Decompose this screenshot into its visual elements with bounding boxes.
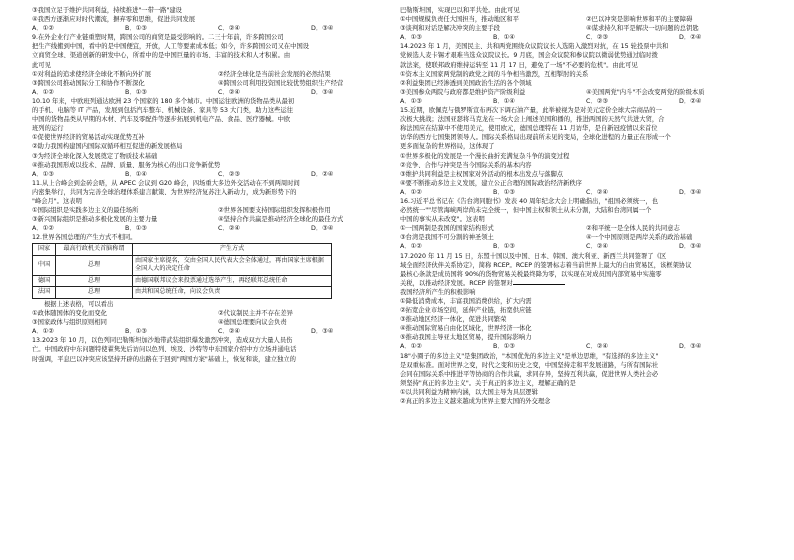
option-c: C．②③	[586, 34, 608, 42]
q12-choice-1: ①政体随国体的变化而变化	[32, 310, 107, 318]
q10-choice-3: ③为经济全球化深入发展奠定了物质技术基础	[32, 152, 158, 160]
q17-stem: 域全面经济伙伴关系协定》，简称 RCEP。RCEP 的签署标志着当前世界上最大的自由贸易区，该框架协议	[400, 261, 692, 269]
option-d: D．③④	[679, 343, 702, 351]
q17-choice-5: ⑤推动我国主导亚太地区贸易，提升国际影响力	[400, 334, 532, 342]
q17-stem: 最核心条款是成员国将 90%的货物贸易关税最终降为零，以实现在对成员国内部贸易中实施零	[400, 270, 662, 278]
q18-stem: 会同在国际关系中推进平等协商的合作共赢，求同存异，坚持互利共赢，促进世界人类社会必	[400, 370, 659, 378]
q12-stem: 12.世界各国总理的产生方式不相同。	[32, 234, 137, 242]
q9-choices	[32, 70, 404, 79]
q9-stem: 把生产线搬到中国，看中的是中国便宜，开放，人工等要素成本低；如今，许多跨国公司又在中国设	[32, 43, 310, 51]
q18-stem: 18"小圈子的多边主义"是集团政治，"本国优先的多边主义"是单边思维，"有选择的多边主义"	[400, 352, 659, 360]
option-d: D．③④	[311, 328, 334, 336]
column-header-country: 国家	[33, 244, 56, 256]
option-a: A．①②	[400, 243, 422, 251]
q13-choices	[400, 24, 772, 33]
q16-stem: 中国的事实从未改变"。这表明	[400, 216, 485, 224]
q18-stem: 是双重标准。面对世界之变，时代之变和历史之变，中国坚持走和平发展道路，与所有国际社	[400, 361, 659, 369]
q13-choice-4: ④谋求持久和平是解决一切问题的总钥匙	[586, 25, 699, 33]
q12-prompt: 根据上述表格，可以看出	[44, 300, 114, 308]
column-header-method: 产生方式	[133, 244, 332, 256]
question-15	[400, 106, 772, 197]
q13-stem: 亡。中国政府中东问题特使翟隽先后访问以色列、埃及、沙特等中东国家介绍中方立场并通电话	[32, 346, 297, 354]
q10-choice-1: ①促使世界经济的贸易活动实现优势互补	[32, 134, 145, 142]
q17-choice-1: ①降低消费成本，丰富我国消费供给，扩大内需	[400, 298, 532, 305]
q11-stem: 11.从上合峰会到金砖会晤，从 APEC 会议到 G20 峰会，四场重大多边外交活动在不到两周时间	[32, 179, 300, 187]
question-16	[400, 197, 772, 252]
q12-options	[32, 327, 404, 336]
option-a: A．①②	[32, 25, 54, 33]
option-a: A．①②	[32, 328, 54, 336]
cell-title: 总理	[56, 255, 133, 275]
q14-stem: 14.2023 年 1 月，美国民主、共和两党围绕众议院议长人选陷入激烈对抗，在 15 轮投票中共和	[400, 43, 669, 51]
table-header-row	[33, 244, 332, 256]
q13-stem: 时强调，平息巴以冲突应该坚持开辟的出路在于回到"两国方案"基础上，恢复和谈，建立独立的	[32, 355, 296, 363]
q10-stem: 的手机、电脑等 IT 产品，发展到包括汽车整车、机械设备、家具等 53 大门类，助力这些运往	[32, 107, 294, 115]
q11-choice-3: ③新兴国际组织是推动多极化发展的主要力量	[32, 216, 158, 224]
q17-stem-text: 关税，以推动经济发展。RCEP 的签署对	[400, 279, 513, 287]
cell-method: 由德国联邦议会来投票通过选举产生，再经联邦总统任命	[133, 275, 332, 287]
q13-options	[400, 33, 772, 42]
option-c: C．②④	[218, 328, 240, 336]
option-a: A．①②	[32, 225, 54, 233]
q9-choice-4: ④跨国公司利用投资国比较优势组织生产经营	[218, 79, 344, 87]
option-a: A．①②	[400, 188, 422, 196]
q14-options	[400, 97, 772, 106]
q12-choice-2: ②代议制民主并不存在差异	[218, 310, 293, 318]
table-row	[33, 275, 332, 287]
question-11	[32, 179, 404, 234]
pre-options	[32, 24, 404, 33]
answer-blank	[513, 284, 565, 285]
q11-choices	[32, 215, 404, 224]
option-c: C．②④	[218, 225, 240, 233]
q17-stem	[400, 279, 772, 288]
q13-choice-1: ①中国规模负责任大国担当，推动地区和平	[400, 16, 519, 24]
option-c: C．②④	[586, 188, 608, 196]
q15-choice-4: ④要不断推动多边主义发展，建立公正合理的国际政治经济新秩序	[400, 179, 582, 187]
q16-choices	[400, 233, 772, 242]
q11-choice-2: ②世界各国要支持国际组织发挥积极作用	[218, 207, 331, 215]
question-18	[400, 352, 772, 407]
column-header-title: 最高行政机关首脑称谓	[56, 244, 133, 256]
q11-options	[32, 224, 404, 233]
option-b: B．①③	[493, 343, 515, 351]
pre-choice-4: ④我西方逐渐应对时代潮流，摒弃零和思维，促进共同发展	[32, 16, 196, 24]
cell-method: 由共和国总统任命，向议会负责	[133, 287, 332, 299]
pre-choice-3: ③我国立足于维护共同利益，持续推进"一带一路"建设	[32, 7, 182, 14]
q10-choice-2: ②助力我国构建国内国际双循环相互促进的新发展格局	[32, 143, 183, 151]
option-c: C．②③	[218, 170, 240, 178]
option-a: A．①③	[400, 97, 422, 105]
q11-stem: 内密集举行，共同为完善全球治理体系建言献策、为世界经济复苏注入新动力，成为新形势下的	[32, 188, 297, 196]
option-d: D．②④	[311, 170, 334, 178]
q16-choice-3: ③台湾是我国不可分割的神圣领土	[400, 234, 494, 242]
q15-stem: 称法国应在结算中不使用美元，使用欧元，德国总理特在 11 月访华，是自新冠疫情以来首位	[400, 125, 658, 133]
q12-choice-4: ④德国总理要向议会负责	[218, 319, 287, 327]
q9-options	[32, 88, 404, 97]
question-10	[32, 97, 404, 179]
q14-choice-1: ①资本主义国家两党制的政党之间的斗争相当激烈，互相掣肘的关系	[400, 70, 589, 78]
option-b: B．①④	[493, 97, 515, 105]
question-13	[32, 336, 404, 363]
cell-country: 法国	[33, 287, 56, 299]
option-d: D．③④	[679, 243, 702, 251]
q14-choice-4: ④美国两党"内斗"不会改变两党的阶级本质	[586, 88, 705, 96]
q18-stem: 须坚持"真正的多边主义"。关于真正的多边主义，理解正确的是	[400, 379, 576, 387]
q10-stem: 10.10 年来，中欧班列通达欧洲 23 个国家的 180 多个城市。中国运往欧洲的货物品类从最初	[32, 97, 295, 105]
cell-title: 总理	[56, 275, 133, 287]
option-b: B．①③	[125, 88, 147, 96]
q11-stem: "峰会月"。这表明	[32, 197, 82, 205]
q17-choice-4: ④推动国际贸易自由化区域化，世界经济一体化	[400, 325, 532, 333]
q13-choices	[400, 15, 772, 24]
question-12	[32, 233, 404, 336]
q12-choices	[32, 309, 404, 318]
option-a: A．①②	[32, 88, 54, 96]
cell-title: 总理	[56, 287, 133, 299]
q9-stem: 立商贸全球、渠道创新的研发中心，所看中的是中国巨量的市场、丰富的技术和人才积累。由	[32, 52, 291, 60]
q15-choice-3: ③维护共同利益是主权国家对外活动的根本出发点与落脚点	[400, 170, 564, 178]
q10-choice-4: ④推动我国形成以技术、品牌、质量、服务为核心的出口竞争新优势	[32, 161, 221, 169]
q11-choices	[32, 206, 404, 215]
option-d: D．②④	[679, 97, 702, 105]
option-d: D．③④	[311, 88, 334, 96]
q11-choice-4: ④坚持合作共赢是推动经济全球化的最佳方式	[218, 216, 344, 224]
q14-choices	[400, 88, 772, 97]
option-a: A．①②	[400, 343, 422, 351]
q16-choice-1: ①一国两制是我国的国家结构形式	[400, 225, 494, 233]
q12-choices	[32, 318, 404, 327]
question-14	[400, 42, 772, 106]
q16-stem: 16.习近平总书记在《告台湾同胞书》发表 40 周年纪念大会上明确指出，"祖国必须统一，也	[400, 197, 658, 205]
q15-choice-1: ①世界多极化的发展是一个漫长曲折充满复杂斗争的演变过程	[400, 152, 570, 160]
q16-choice-2: ②和平统一是全体人民的共同意志	[586, 225, 680, 233]
q15-choice-2: ②竞争、合作与冲突是当今国际关系的基本内容	[400, 161, 532, 169]
cell-country: 中国	[33, 255, 56, 275]
option-d: D．③④	[311, 225, 334, 233]
option-b: B．①③	[493, 243, 515, 251]
q17-options	[400, 342, 772, 351]
option-d: D．③④	[311, 25, 334, 33]
q12-choice-3: ③国家政体与组织原则相同	[32, 319, 107, 327]
q9-choice-2: ②经济全球化是当前社会发展的必然结果	[218, 70, 331, 78]
q10-stem: 班列的运行	[32, 125, 64, 133]
option-b: B．①④	[125, 170, 147, 178]
q10-options	[32, 170, 404, 179]
q18-choice-1: ①以共同利益为精神内涵，以大国主导为具层逻辑	[400, 388, 538, 396]
q16-choices	[400, 224, 772, 233]
option-b: B．①③	[493, 188, 515, 196]
q16-choice-4: ④一个中国原则是两岸关系的政治基础	[586, 234, 693, 242]
q13-choice-3: ③谈判和对话是解决冲突的主要手段	[400, 25, 501, 33]
q16-stem: 必然统一""尽管海峡两岸尚未完全统一，但中国主权和领土从未分割，大陆和台湾同属一个	[400, 207, 652, 215]
question-9	[32, 33, 404, 97]
q14-stem: 党候选人麦卡锡才艰难当选众议院议长。9 月底，国会众议院和参议院以微弱优势通过临时拨	[400, 52, 658, 60]
option-b: B．①③	[125, 25, 147, 33]
q15-stem: 次极大挑战；法国亚瑟将马克龙在一场大会上阐述美国和播的，推进两国的天然气共进大贸，合	[400, 116, 665, 124]
q14-choice-3: ③美国参众两院与政府都是维护资产阶级利益	[400, 88, 526, 96]
government-table	[32, 243, 332, 299]
q17-stem: 17.2020 年 11 月 15 日，东盟十国以及中国、日本、韩国、澳大利亚、新西兰共同签署了《区	[400, 252, 667, 260]
option-c: C．②④	[586, 343, 608, 351]
q9-choices	[32, 79, 404, 88]
q15-stem: 15.近期，欧佩克与俄罗斯宣布再次下调石油产量，此举被视为是对美元定价全球大宗商品的一	[400, 107, 662, 115]
question-17	[400, 252, 772, 352]
option-d: D．②④	[679, 34, 702, 42]
table-row	[33, 287, 332, 299]
cell-country: 德国	[33, 275, 56, 287]
q14-stem: 款法案，使联邦政府维持运转至 11 月 17 日，避免了一场"不必要的危机"。由此可见	[400, 61, 638, 69]
option-a: A．①③	[400, 34, 422, 42]
option-c: C．②④	[218, 25, 240, 33]
q18-choice-2: ②真正的多边主义越来越成为世界主要大国的外交理念	[400, 398, 551, 406]
right-column	[400, 6, 772, 406]
option-a: A．①③	[32, 170, 54, 178]
q9-choice-1: ①对利益的追求使经济全球化不断向外扩展	[32, 70, 151, 78]
q15-stem: 访华的西方七国集团领导人。国际关系格局出现前所未见的变局，全球化进程的力量正在形成一个	[400, 134, 671, 142]
q15-options	[400, 188, 772, 197]
q16-options	[400, 242, 772, 251]
q10-stem: 中国的货物品类从早期的木材、汽车及零配件等逐步拓展到机电产品、食品、医疗器械。中欧	[32, 116, 291, 124]
option-c: C．②④	[218, 88, 240, 96]
q9-choice-3: ③跨国公司推动国际分工和协作不断深化	[32, 79, 145, 87]
option-b: B．①③	[125, 225, 147, 233]
option-b: B．①③	[125, 328, 147, 336]
q17-choice-3: ③推动地区经济一体化，促进共同繁荣	[400, 316, 507, 324]
q15-stem: 更多面复杂的世界格局，这体现了	[400, 143, 495, 151]
q17-stem: 我国经济所产生的积极影响	[400, 288, 476, 296]
option-d: D．③④	[679, 188, 702, 196]
q17-choice-2: ②拓宽企业市场空间，延伸产业链，拓宽供应链	[400, 307, 532, 315]
q14-choice-2: ②利益集团已经渗透到美国政治生活的各个领域	[400, 79, 532, 87]
table-row	[33, 255, 332, 275]
q13-choice-2: ②巴以冲突是影响世界和平的主要障碍	[586, 16, 693, 24]
option-c: C．②③	[586, 97, 608, 105]
left-column	[32, 6, 404, 364]
q13-stem-continued: 巴勒斯坦国，实现巴以和平共处。由此可见	[400, 7, 520, 14]
cell-method: 由国家主席提名，交由全国人民代表大会全体通过，再由国家主席根据全国人大的决定任命	[133, 255, 332, 275]
option-c: C．②④	[586, 243, 608, 251]
q9-stem: 此可见	[32, 61, 51, 69]
q13-stem: 13.2023 年 10 月，以色列同巴勒斯坦加沙地带武装组织爆发激烈冲突，造成双方大量人员伤	[32, 337, 293, 345]
q11-choice-1: ①国际组织是实践多边主义的最佳场所	[32, 207, 139, 215]
option-b: B．①④	[493, 34, 515, 42]
q9-stem: 9.在外企业行产业链重塑时期，跨国公司的商贸是最受影响的。二三十年前，许多跨国公司	[32, 34, 284, 42]
